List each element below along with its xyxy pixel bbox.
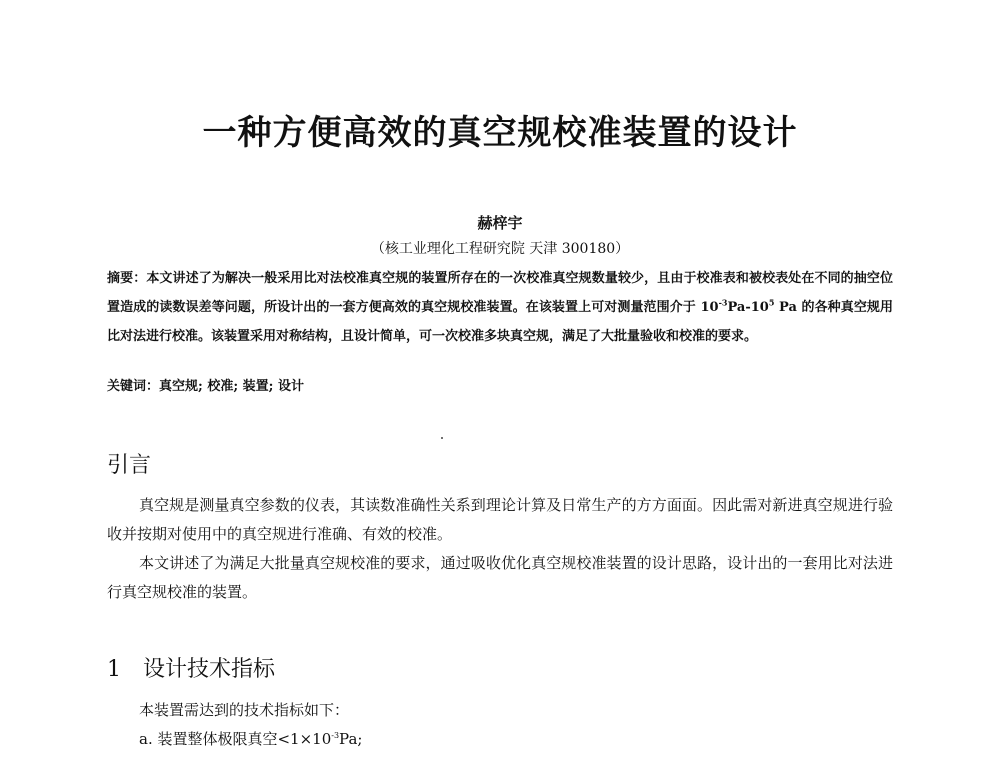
abstract-text-part1: 本文讲述了为解决一般采用比对法校准真空规的装置所存在的一次校准真空规数量较少，且由于校准表和被校表处在不同的抽空位置造成的读数误差等问题，所设计出的一套方便高效的真空规校准装置。在该装置上可对测量范围介于 10 xyxy=(107,271,893,315)
section-number: 1 xyxy=(107,657,121,682)
abstract-text-part3: Pa 的各种真空规用比对法进行校准。该装置采用对称结构，且设计简单，可一次校准多块真空规，满足了大批量验收和校准的要求。 xyxy=(107,300,893,344)
section-title-text: 设计技术指标 xyxy=(143,657,276,682)
abstract-sup2: 5 xyxy=(768,297,775,308)
spec-item-a-sup: -3 xyxy=(331,731,340,740)
intro-paragraph-2: 本文讲述了为满足大批量真空规校准的要求，通过吸收优化真空规校准装置的设计思路，设计出的一套用比对法进行真空规校准的装置。 xyxy=(107,554,893,601)
author-affiliation: （核工业理化工程研究院 天津 300180） xyxy=(370,241,630,257)
abstract xyxy=(107,264,893,351)
spec-item-a-suffix: Pa; xyxy=(339,730,363,748)
abstract-text-part2: Pa-10 xyxy=(727,300,769,315)
intro-paragraph-1: 真空规是测量真空参数的仪表，其读数准确性关系到理论计算及日常生产的方方面面。因此需对新进真空规进行验收并按期对使用中的真空规进行准确、有效的校准。 xyxy=(107,496,893,543)
abstract-label: 摘要： xyxy=(107,271,147,286)
author-name: 赫梓宇 xyxy=(477,214,523,232)
keywords-text: 真空规; 校准; 装置; 设计 xyxy=(159,379,304,394)
scan-speck xyxy=(441,437,443,439)
keywords xyxy=(107,375,893,394)
spec-intro-text: 本装置需达到的技术指标如下： xyxy=(139,701,350,719)
keywords-label: 关键词： xyxy=(107,379,160,394)
section-heading-1 xyxy=(107,652,275,683)
abstract-sup1: -3 xyxy=(718,297,728,308)
spec-item-a-prefix: a. 装置整体极限真空<1×10 xyxy=(139,730,332,748)
paper-title: 一种方便高效的真空规校准装置的设计 xyxy=(202,113,798,153)
section-heading-intro: 引言 xyxy=(107,453,152,478)
spec-item-a xyxy=(139,728,362,749)
